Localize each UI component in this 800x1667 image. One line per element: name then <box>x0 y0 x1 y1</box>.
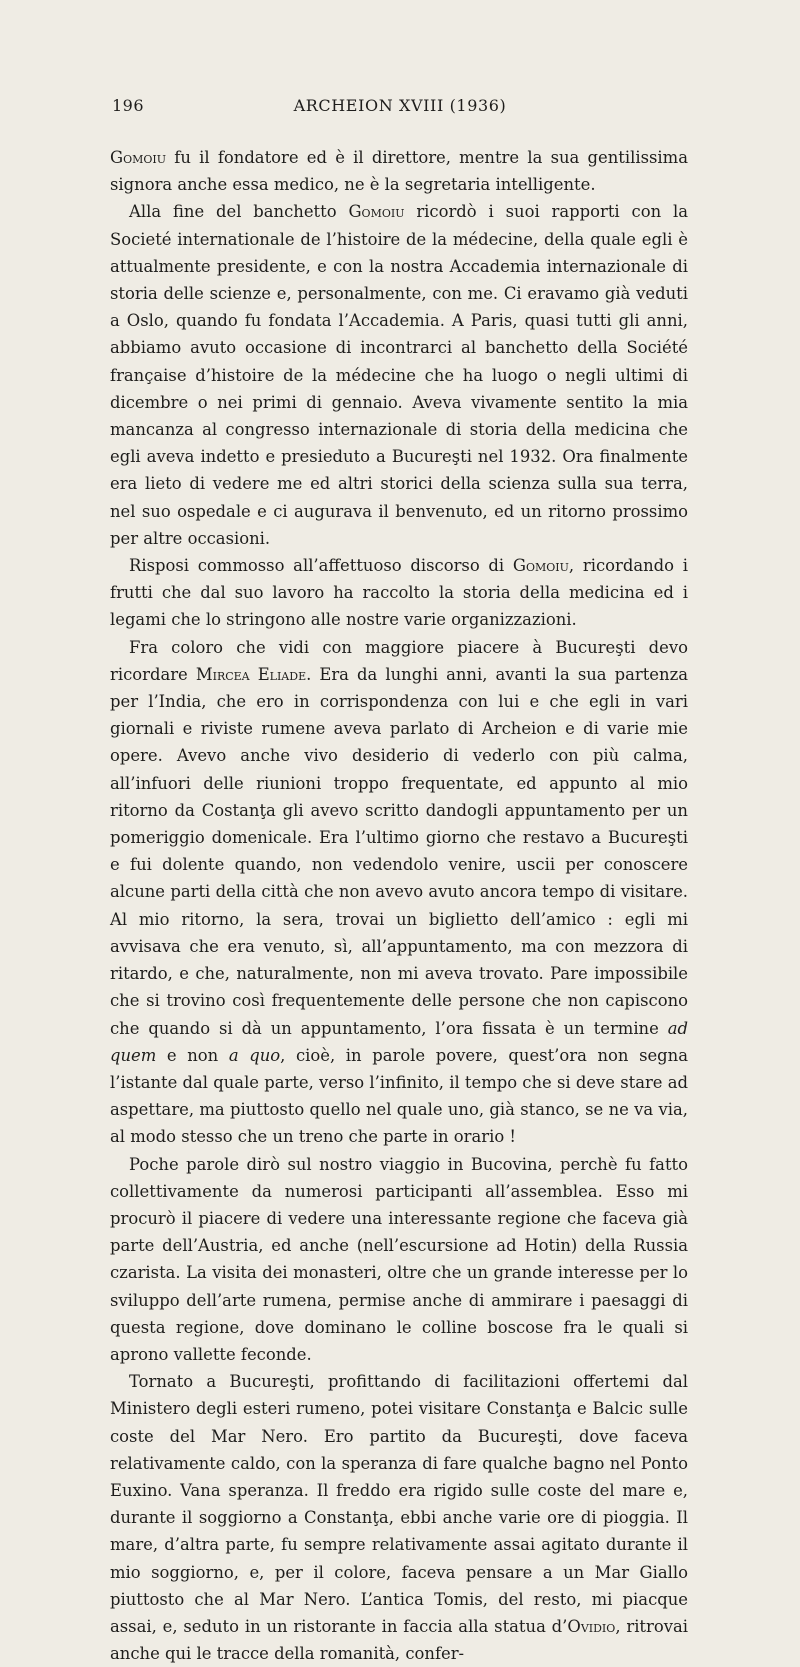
text-run: Risposi commosso all’affettuoso discorso di <box>129 556 513 576</box>
text-run: Tornato a Bucureşti, profittando di facilitazioni offertemi dal Ministero degli esteri rumeno, potei visitare Constanţa e Balcic sulle coste del Mar Nero. Ero partito da Bucureşti, dove faceva relativamente caldo, con la speranza di fare qualche bagno nel Ponto Euxino. Vana speranza. Il freddo era rigido sulle coste del mare e, durante il soggiorno a Constanţa, ebbi anche varie ore di pioggia. Il mare, d’altra parte, fu sempre relativamente assai agitato durante il mio soggiorno, e, per il colore, faceva pensare a un Mar Giallo piuttosto che al Mar Nero. L’antica Tomis, del resto, mi piacque assai, e, seduto in un ristorante in faccia alla statua d’ <box>110 1372 688 1636</box>
paragraph-6 <box>110 1368 688 1667</box>
text-run: , cioè, in parole povere, quest’ora non segna l’istante dal quale parte, verso l’infinito, il tempo che si deve stare ad aspettare, ma piuttosto quello nel quale uno, già stanco, se ne va via, al modo stesso che un treno che parte in orario ! <box>110 1045 689 1147</box>
text-run: Fra coloro che vidi con maggiore piacere à Bucureşti devo ricordare <box>110 637 688 684</box>
text-run: Poche parole dirò sul nostro viaggio in Bucovina, perchè fu fatto collettivamente da numerosi participanti all’assemblea. Esso mi procurò il piacere di vedere una interessante regione che faceva già parte dell’Austria, ed anche (nell’escursione ad Hotin) della Russia czarista. La visita dei monasteri, oltre che un grande interesse per lo sviluppo dell’arte rumena, permise anche di ammirare i paesaggi di questa regione, dove dominano le colline boscose fra le quali si aprono vallette feconde. <box>110 1154 688 1364</box>
body-text <box>110 144 688 1667</box>
running-head <box>112 96 688 115</box>
paragraph-2 <box>110 198 688 552</box>
emphasis: a quo <box>228 1045 281 1065</box>
text-run: , ricordando i frutti che dal suo lavoro ha raccolto la storia della medicina ed i legami che lo stringono alle nostre varie organizzazioni. <box>110 556 688 630</box>
proper-name: Gomoiu <box>512 556 569 576</box>
text-run: . Era da lunghi anni, avanti la sua partenza per l’India, che ero in corrispondenza con lui e che egli in vari giornali e riviste rumene aveva parlato di Archeion e di varie mie opere. Avevo anche vivo desiderio di vederlo con più calma, all’infuori delle riunioni troppo frequentate, ed appunto al mio ritorno da Costanţa gli avevo scritto dandogli appuntamento per un pomeriggio domenicale. Era l’ultimo giorno che restavo a Bucureşti e fui dolente quando, non vedendolo venire, uscii per conoscere alcune parti della città che non avevo avuto ancora tempo di visitare. Al mio ritorno, la sera, trovai un biglietto dell’amico : egli mi avvisava che era venuto, sì, all’appuntamento, ma con mezzora di ritardo, e che, naturalmente, non mi aveva trovato. Pare impossibile che si trovino così frequentemente delle persone che non capiscono che quando si dà un appuntamento, l’ora fissata è un termine <box>110 664 688 1038</box>
proper-name: Ovidio <box>567 1616 616 1636</box>
paragraph-3 <box>110 552 688 634</box>
proper-name: Gomoiu <box>110 148 167 167</box>
text-run: fu il fondatore ed è il direttore, mentre la sua gentilissima signora anche essa medico, ne è la segretaria intelligente. <box>110 148 688 195</box>
page-number: 196 <box>112 96 145 115</box>
journal-title: ARCHEION XVIII <box>293 96 444 115</box>
text-run: ricordò i suoi rapporti con la Societé internationale de l’histoire de la médecine, della quale egli è attualmente presidente, e con la nostra Accademia internazionale di storia delle scienze e, personalmente, con me. Ci eravamo già veduti a Oslo, quando fu fondata l’Accademia. A Paris, quasi tutti gli anni, abbiamo avuto occasione di incontrarci al banchetto della Société française d’histoire de la médecine che ha luogo o negli ultimi di dicembre o nei primi di gennaio. Aveva vivamente sentito la mia mancanza al congresso internazionale di storia della medicina che egli aveva indetto e presieduto a Bucureşti nel 1932. Ora finalmente era lieto di vedere me ed altri storici della scienza sulla sua terra, nel suo ospedale e ci augurava il benvenuto, ed un ritorno prossimo per altre occasioni. <box>110 202 688 548</box>
journal-year: (1936) <box>449 96 507 115</box>
emphasis: ad quem <box>110 1018 688 1065</box>
paragraph-1 <box>110 144 688 198</box>
proper-name: Gomoiu <box>348 202 405 222</box>
paragraph-4 <box>110 634 688 1151</box>
text-run: , ritrovai anche qui le tracce della romanità, confer- <box>110 1616 688 1664</box>
proper-name: Mircea Eliade <box>195 664 307 684</box>
text-run: Alla fine del banchetto <box>129 202 349 222</box>
paragraph-5 <box>110 1151 688 1369</box>
text-run: e non <box>156 1045 229 1065</box>
page-header <box>112 96 688 122</box>
